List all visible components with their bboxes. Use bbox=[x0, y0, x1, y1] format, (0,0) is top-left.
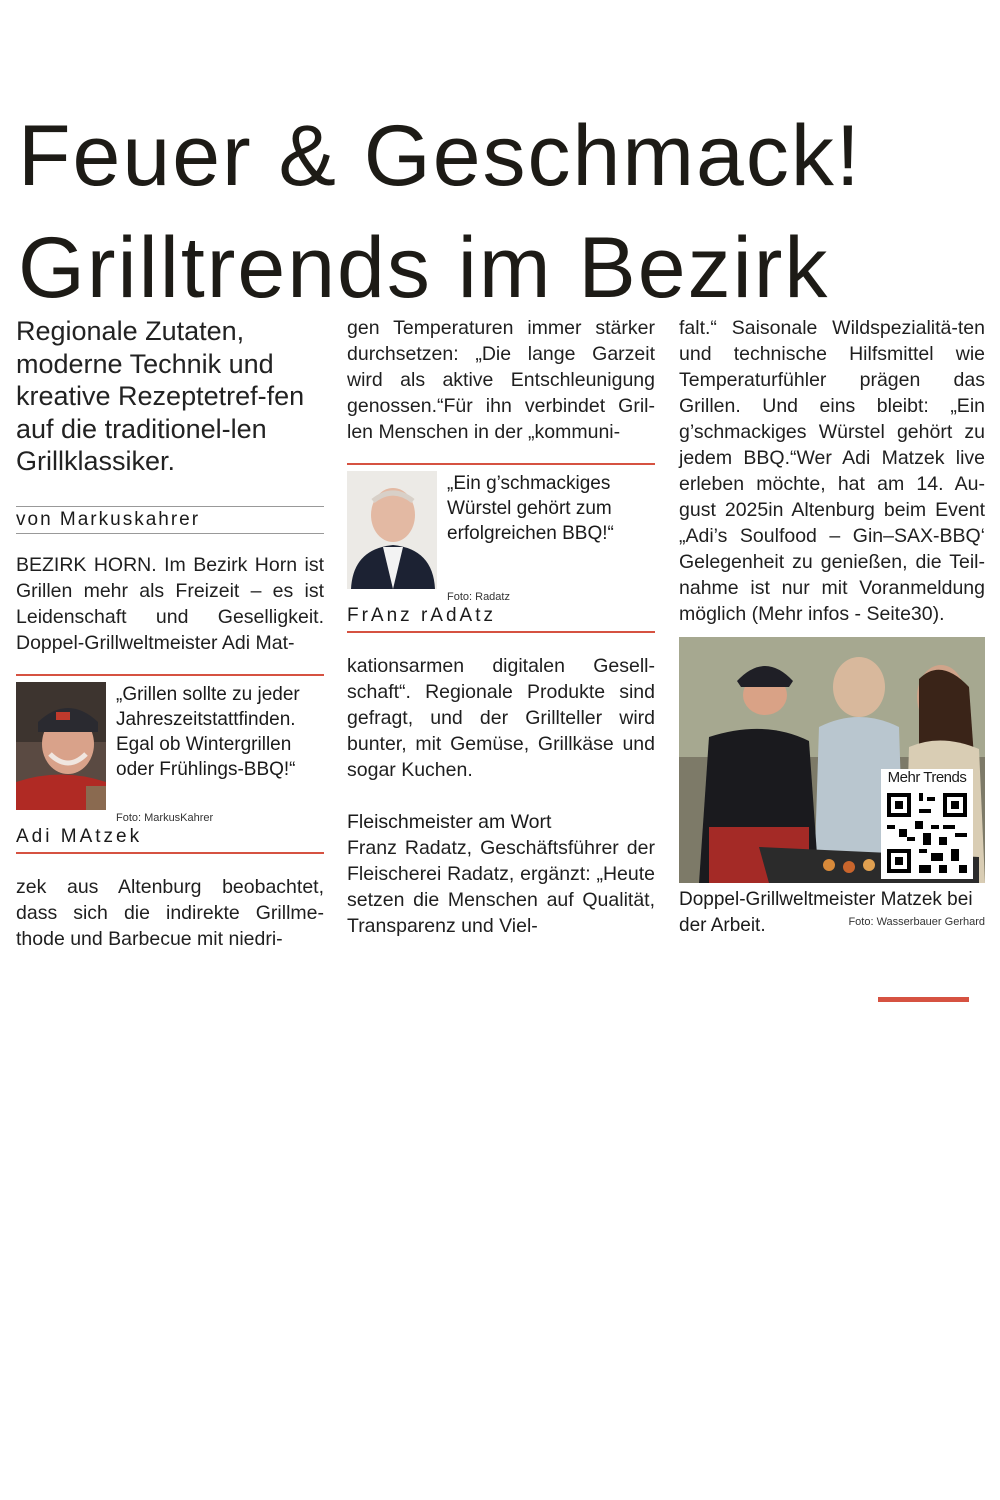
quote-box-radatz bbox=[347, 463, 655, 633]
body-paragraph: falt.“ Saisonale Wildspezialitä-ten und technische Hilfsmittel wie Temperaturfühler prägen das Grillen. Und eins bleibt: „Ein g’schmackiges Würstel gehört zu jedem BBQ.“Wer Adi Matzek live erleben möchte, hat am 14. Au-gust 2025in Altenburg beim Event „Adi’s Soulfood – Gin–SAX-BBQ‘ Gelegenheit zu genießen, die Teil-nahme ist nur mit Voranmeldung möglich (Mehr infos - Seite30). bbox=[679, 317, 985, 625]
quote-box-matzek bbox=[16, 674, 324, 854]
body-paragraph: Franz Radatz, Geschäftsführer der Fleischerei Radatz, ergänzt: „Heute setzen die Menschen auf Qualität, Transparenz und Viel- bbox=[347, 837, 655, 937]
headline bbox=[18, 100, 988, 324]
column-3 bbox=[679, 315, 985, 939]
column-2 bbox=[347, 315, 655, 939]
body-paragraph: zek aus Altenburg beobachtet, dass sich die indirekte Grillme-thode und Barbecue mit niedri- bbox=[16, 875, 324, 950]
quote-author-name: FrAnz rAdAtz bbox=[347, 605, 496, 626]
photo-credit: Foto: Wasserbauer Gerhard bbox=[848, 916, 985, 928]
photo-caption bbox=[679, 887, 985, 939]
portrait-photo-matzek bbox=[16, 682, 106, 810]
subheading: Fleischmeister am Wort bbox=[347, 811, 552, 833]
quote-text-matzek: „Grillen sollte zu jeder Jahreszeitstattfinden. Egal ob Wintergrillen oder Frühlings-BBQ!“ bbox=[116, 683, 300, 780]
body-paragraph: kationsarmen digitalen Gesell-schaft“. Regionale Produkte sind gefragt, und der Grillteller wird bunter, mit Gemüse, Grillkäse und sogar Kuchen. bbox=[347, 655, 655, 781]
headline-line-2: Grilltrends im Bezirk bbox=[18, 220, 830, 316]
column-1 bbox=[16, 315, 324, 952]
qr-code-block[interactable] bbox=[881, 769, 973, 879]
photo-credit: Foto: MarkusKahrer bbox=[116, 811, 214, 824]
portrait-photo-radatz bbox=[347, 471, 437, 589]
lead-text: Regionale Zutaten, moderne Technik und kreative Rezeptetref-fen auf die traditionel-len Grillklassiker. bbox=[16, 316, 305, 476]
qr-label: Mehr Trends bbox=[887, 769, 967, 786]
decorative-accent-bar bbox=[878, 997, 969, 1002]
headline-line-1: Feuer & Geschmack! bbox=[18, 108, 862, 204]
caption-text: Doppel-Grillweltmeister Matzek bei der Arbeit. bbox=[679, 889, 973, 936]
qr-code-icon bbox=[883, 789, 971, 877]
photo-credit: Foto: Radatz bbox=[447, 591, 510, 603]
body-paragraph: gen Temperaturen immer stärker durchsetzen: „Die lange Garzeit wird als aktive Entschleunigung genossen.“Für ihn verbindet Gril-len Menschen in der „kommuni- bbox=[347, 317, 655, 443]
body-paragraph: BEZIRK HORN. Im Bezirk Horn ist Grillen mehr als Freizeit – es ist Leidenschaft und Geselligkeit. Doppel-Grillweltmeister Adi Mat- bbox=[16, 553, 324, 654]
quote-text-radatz: „Ein g’schmackiges Würstel gehört zum erfolgreichen BBQ!“ bbox=[447, 473, 614, 544]
byline: von Markuskahrer bbox=[16, 506, 324, 534]
quote-author-name: Adi MAtzek bbox=[16, 825, 143, 847]
grilling-photo bbox=[679, 637, 985, 883]
